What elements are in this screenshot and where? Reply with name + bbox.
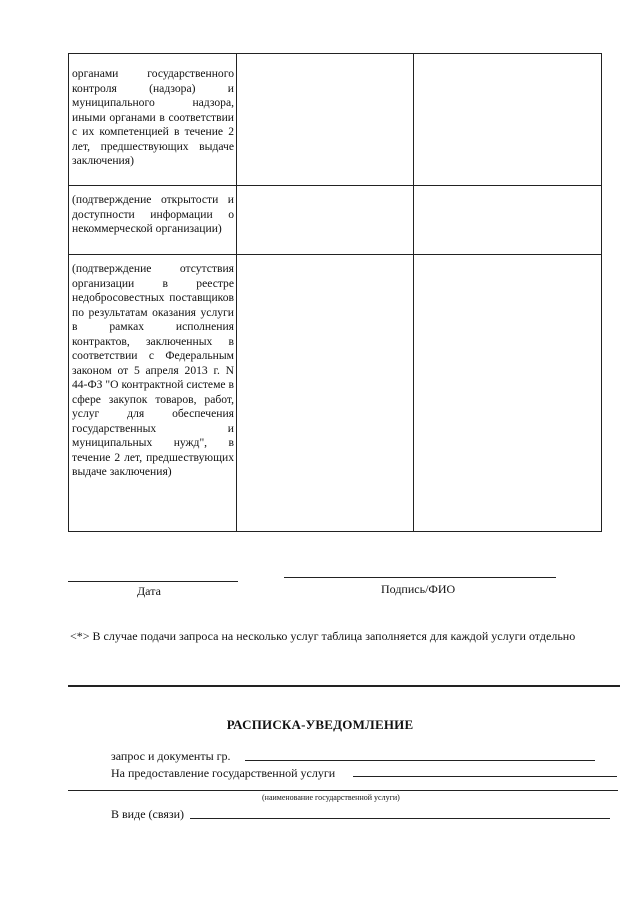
table-cell-criterion: (подтверждение отсутствия организации в реестре недобросовестных поставщиков по результатам оказания услуги в рамках исполнения контрактов, заключенных в соответствии с Федеральным законом от 5 апреля 2013 г. N 44-ФЗ "О контрактной системе в сфере закупок товаров, работ, услуг для обеспечения государственных и муниципальных нужд", в течение 2 лет, предшествующих выдаче заключения) xyxy=(72,262,234,478)
table-column-divider xyxy=(236,54,237,531)
receipt-line-method-label: В виде (связи) xyxy=(111,807,185,821)
signature-line xyxy=(284,577,556,578)
date-label: Дата xyxy=(137,584,161,598)
signature-label: Подпись/ФИО xyxy=(381,582,456,596)
applicant-fill-line xyxy=(245,760,595,761)
table-row-divider xyxy=(69,185,601,186)
table-row-divider xyxy=(69,254,601,255)
table-cell-criterion: органами государственного контроля (надзора) и муниципального надзора, иными органами в соответствии с их компетенцией в течение 2 лет, предшествующих выдаче заключения) xyxy=(72,67,234,167)
table-column-divider xyxy=(413,54,414,531)
table-cell-criterion: (подтверждение открытости и доступности информации о некоммерческой организации) xyxy=(72,193,234,235)
receipt-title: РАСПИСКА-УВЕДОМЛЕНИЕ xyxy=(226,717,414,732)
service-fill-line xyxy=(353,776,617,777)
receipt-line-applicant-label: запрос и документы гр. xyxy=(111,749,231,763)
footnote: <*> В случае подачи запроса на несколько услуг таблица заполняется для каждой услуги отдельно xyxy=(70,629,576,643)
receipt-line-service-label: На предоставление государственной услуги xyxy=(111,766,336,780)
date-line xyxy=(68,581,238,582)
service-name-caption: (наименование государственной услуги) xyxy=(262,793,400,802)
method-fill-line xyxy=(190,818,610,819)
service-name-fill-line xyxy=(68,790,618,791)
section-divider xyxy=(68,685,620,687)
criteria-table xyxy=(68,53,602,532)
